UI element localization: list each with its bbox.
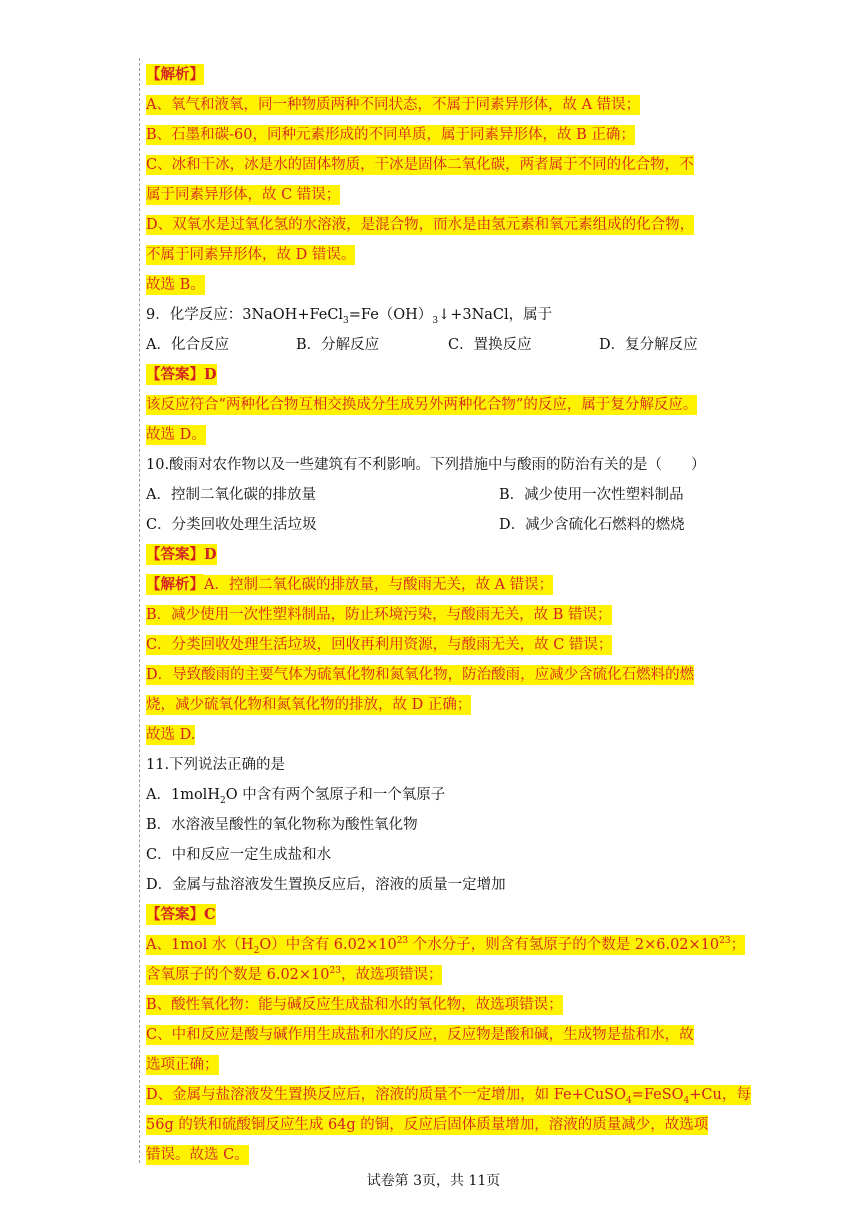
text-part: A、1mol 水（H bbox=[146, 937, 254, 953]
text-part: ； bbox=[730, 937, 746, 953]
q10-answer-line bbox=[146, 540, 736, 570]
q8-analysis-c-line2 bbox=[146, 180, 736, 210]
q11-analysis-d-line3 bbox=[146, 1140, 736, 1170]
q10-stem: 10.酸雨对农作物以及一些建筑有不利影响。下列措施中与酸雨的防治有关的是（ ） bbox=[146, 457, 706, 473]
q9-explain: 该反应符合“两种化合物互相交换成分生成另外两种化合物”的反应，属于复分解反应。 bbox=[146, 397, 698, 413]
text-part: O）中含有 6.02×10 bbox=[259, 937, 397, 953]
q8-analysis-d-line1 bbox=[146, 210, 736, 240]
q11-analysis-a2 bbox=[146, 965, 442, 985]
q8-analysis-a: A、氧气和液氧，同一种物质两种不同状态，不属于同素异形体，故 A 错误； bbox=[146, 97, 641, 113]
subscript: 4 bbox=[625, 1095, 632, 1106]
exam-content bbox=[146, 60, 751, 1170]
q11-answer-line bbox=[146, 900, 736, 930]
q8-analysis-d2: 不属于同素异形体，故 D 错误。 bbox=[146, 247, 356, 263]
q11-analysis-a-line1 bbox=[146, 930, 746, 960]
q9-conclusion-line bbox=[146, 420, 736, 450]
q9-conclusion: 故选 D。 bbox=[146, 427, 206, 443]
q8-analysis-b: B、石墨和碳-60，同种元素形成的不同单质，属于同素异形体，故 B 正确； bbox=[146, 127, 635, 143]
q8-analysis-d1: D、双氧水是过氧化氢的水溶液，是混合物，而水是由氢元素和氧元素组成的化合物， bbox=[146, 217, 695, 233]
page-footer: 试卷第 3页，共 11页 bbox=[366, 1173, 501, 1189]
text-part: =FeSO bbox=[631, 1087, 684, 1103]
q11-analysis-a-line2 bbox=[146, 960, 736, 990]
q10-analysis-b-line bbox=[146, 600, 736, 630]
q11-analysis-c2: 选项正确； bbox=[146, 1057, 219, 1073]
q8-analysis-d-line2 bbox=[146, 240, 736, 270]
q11-analysis-b-line bbox=[146, 990, 736, 1020]
q9-option-b: B．分解反应 bbox=[296, 337, 380, 353]
q10-option-a: A．控制二氧化碳的排放量 bbox=[146, 487, 316, 503]
q11-analysis-c-line1 bbox=[146, 1020, 736, 1050]
text-part: ，故选项错误； bbox=[340, 967, 443, 983]
subscript: 4 bbox=[683, 1095, 690, 1106]
q10-options-row1 bbox=[146, 480, 736, 510]
q10-analysis-a: A．控制二氧化碳的排放量，与酸雨无关，故 A 错误； bbox=[204, 577, 554, 593]
q10-analysis-a-line bbox=[146, 570, 736, 600]
q10-options-row2 bbox=[146, 510, 736, 540]
q11-stem: 11.下列说法正确的是 bbox=[146, 757, 286, 773]
q10-conclusion: 故选 D. bbox=[146, 727, 196, 743]
q9-stem-part: =Fe（OH） bbox=[348, 307, 433, 323]
q11-analysis-a1 bbox=[146, 935, 745, 955]
q9-stem-sub: 3 bbox=[432, 315, 439, 326]
q8-analysis-c1: C、冰和干冰，冰是水的固体物质，干冰是固体二氧化碳，两者属于不同的化合物，不 bbox=[146, 157, 694, 173]
q8-analysis-b-line bbox=[146, 120, 736, 150]
q11-analysis-d3: 错误。故选 C。 bbox=[146, 1147, 249, 1163]
q10-analysis-b: B．减少使用一次性塑料制品，防止环境污染，与酸雨无关，故 B 错误； bbox=[146, 607, 612, 623]
superscript: 23 bbox=[719, 936, 731, 947]
q10-analysis-d2: 烧，减少硫氧化物和氮氧化物的排放，故 D 正确； bbox=[146, 697, 472, 713]
q9-option-d: D．复分解反应 bbox=[599, 337, 698, 353]
binding-margin-line bbox=[139, 58, 140, 1163]
q10-answer: 【答案】D bbox=[146, 546, 217, 563]
q11-analysis-b: B、酸性氧化物：能与碱反应生成盐和水的氧化物，故选项错误； bbox=[146, 997, 563, 1013]
superscript: 23 bbox=[396, 936, 409, 947]
q8-analysis-label-line bbox=[146, 60, 736, 90]
q11-option-b: B．水溶液呈酸性的氧化物称为酸性氧化物 bbox=[146, 817, 418, 833]
q10-option-d: D．减少含硫化石燃料的燃烧 bbox=[499, 517, 685, 533]
q11-analysis-d-line2 bbox=[146, 1110, 736, 1140]
q11-answer: 【答案】C bbox=[146, 906, 216, 923]
q11-option-c: C．中和反应一定生成盐和水 bbox=[146, 847, 332, 863]
q11-option-a-part: A．1molH bbox=[146, 787, 220, 803]
q8-analysis-c-line1 bbox=[146, 150, 736, 180]
q9-option-a: A．化合反应 bbox=[146, 337, 229, 353]
q10-option-c: C．分类回收处理生活垃圾 bbox=[146, 517, 317, 533]
q10-analysis-c: C．分类回收处理生活垃圾，回收再利用资源，与酸雨无关，故 C 错误； bbox=[146, 637, 613, 653]
text-part: 含氧原子的个数是 6.02×10 bbox=[146, 967, 330, 983]
q11-analysis-c1: C、中和反应是酸与碱作用生成盐和水的反应，反应物是酸和碱，生成物是盐和水，故 bbox=[146, 1027, 694, 1043]
q10-analysis-label: 【解析】 bbox=[146, 576, 204, 593]
q8-conclusion: 故选 B。 bbox=[146, 277, 205, 293]
q9-answer-line bbox=[146, 360, 736, 390]
q9-stem-part: ↓+3NaCl，属于 bbox=[438, 307, 553, 323]
q9-stem-sub: 3 bbox=[343, 315, 349, 326]
q9-stem-part: 9．化学反应：3NaOH+FeCl bbox=[146, 307, 344, 323]
text-part: 个水分子，则含有氢原子的个数是 2×6.02×10 bbox=[408, 937, 720, 953]
subscript: 2 bbox=[253, 945, 260, 956]
text-part: +Cu，每 bbox=[689, 1087, 751, 1103]
q11-option-a-part: O 中含有两个氢原子和一个氧原子 bbox=[225, 787, 446, 803]
q10-analysis-d1: D．导致酸雨的主要气体为硫氧化物和氮氧化物，防治酸雨，应减少含硫化石燃料的燃 bbox=[146, 667, 695, 683]
q11-analysis-d2: 56g 的铁和硫酸铜反应生成 64g 的铜，反应后固体质量增加，溶液的质量减少，故选项 bbox=[146, 1117, 709, 1133]
q9-option-c: C．置换反应 bbox=[448, 337, 532, 353]
q8-conclusion-line bbox=[146, 270, 736, 300]
q11-option-a bbox=[146, 780, 736, 810]
q11-option-d: D．金属与盐溶液发生置换反应后，溶液的质量一定增加 bbox=[146, 877, 506, 893]
q9-explain-line bbox=[146, 390, 736, 420]
q10-analysis-d-line1 bbox=[146, 660, 736, 690]
q8-analysis-a-line bbox=[146, 90, 736, 120]
q9-options bbox=[146, 330, 736, 360]
text-part: D、金属与盐溶液发生置换反应后，溶液的质量不一定增加，如 Fe+CuSO bbox=[146, 1087, 626, 1103]
q11-analysis-d-line1 bbox=[146, 1080, 751, 1110]
q9-stem bbox=[146, 300, 736, 330]
q10-conclusion-line bbox=[146, 720, 736, 750]
q9-answer: 【答案】D bbox=[146, 366, 217, 383]
q8-analysis-c2: 属于同素异形体，故 C 错误； bbox=[146, 187, 341, 203]
q8-analysis-label: 【解析】 bbox=[146, 66, 204, 83]
superscript: 23 bbox=[329, 966, 341, 977]
q10-option-b: B．减少使用一次性塑料制品 bbox=[499, 487, 684, 503]
q11-option-a-sub: 2 bbox=[219, 795, 226, 806]
q10-analysis-c-line bbox=[146, 630, 736, 660]
q11-analysis-c-line2 bbox=[146, 1050, 736, 1080]
q11-analysis-d1 bbox=[146, 1085, 751, 1105]
q10-analysis-d-line2 bbox=[146, 690, 736, 720]
